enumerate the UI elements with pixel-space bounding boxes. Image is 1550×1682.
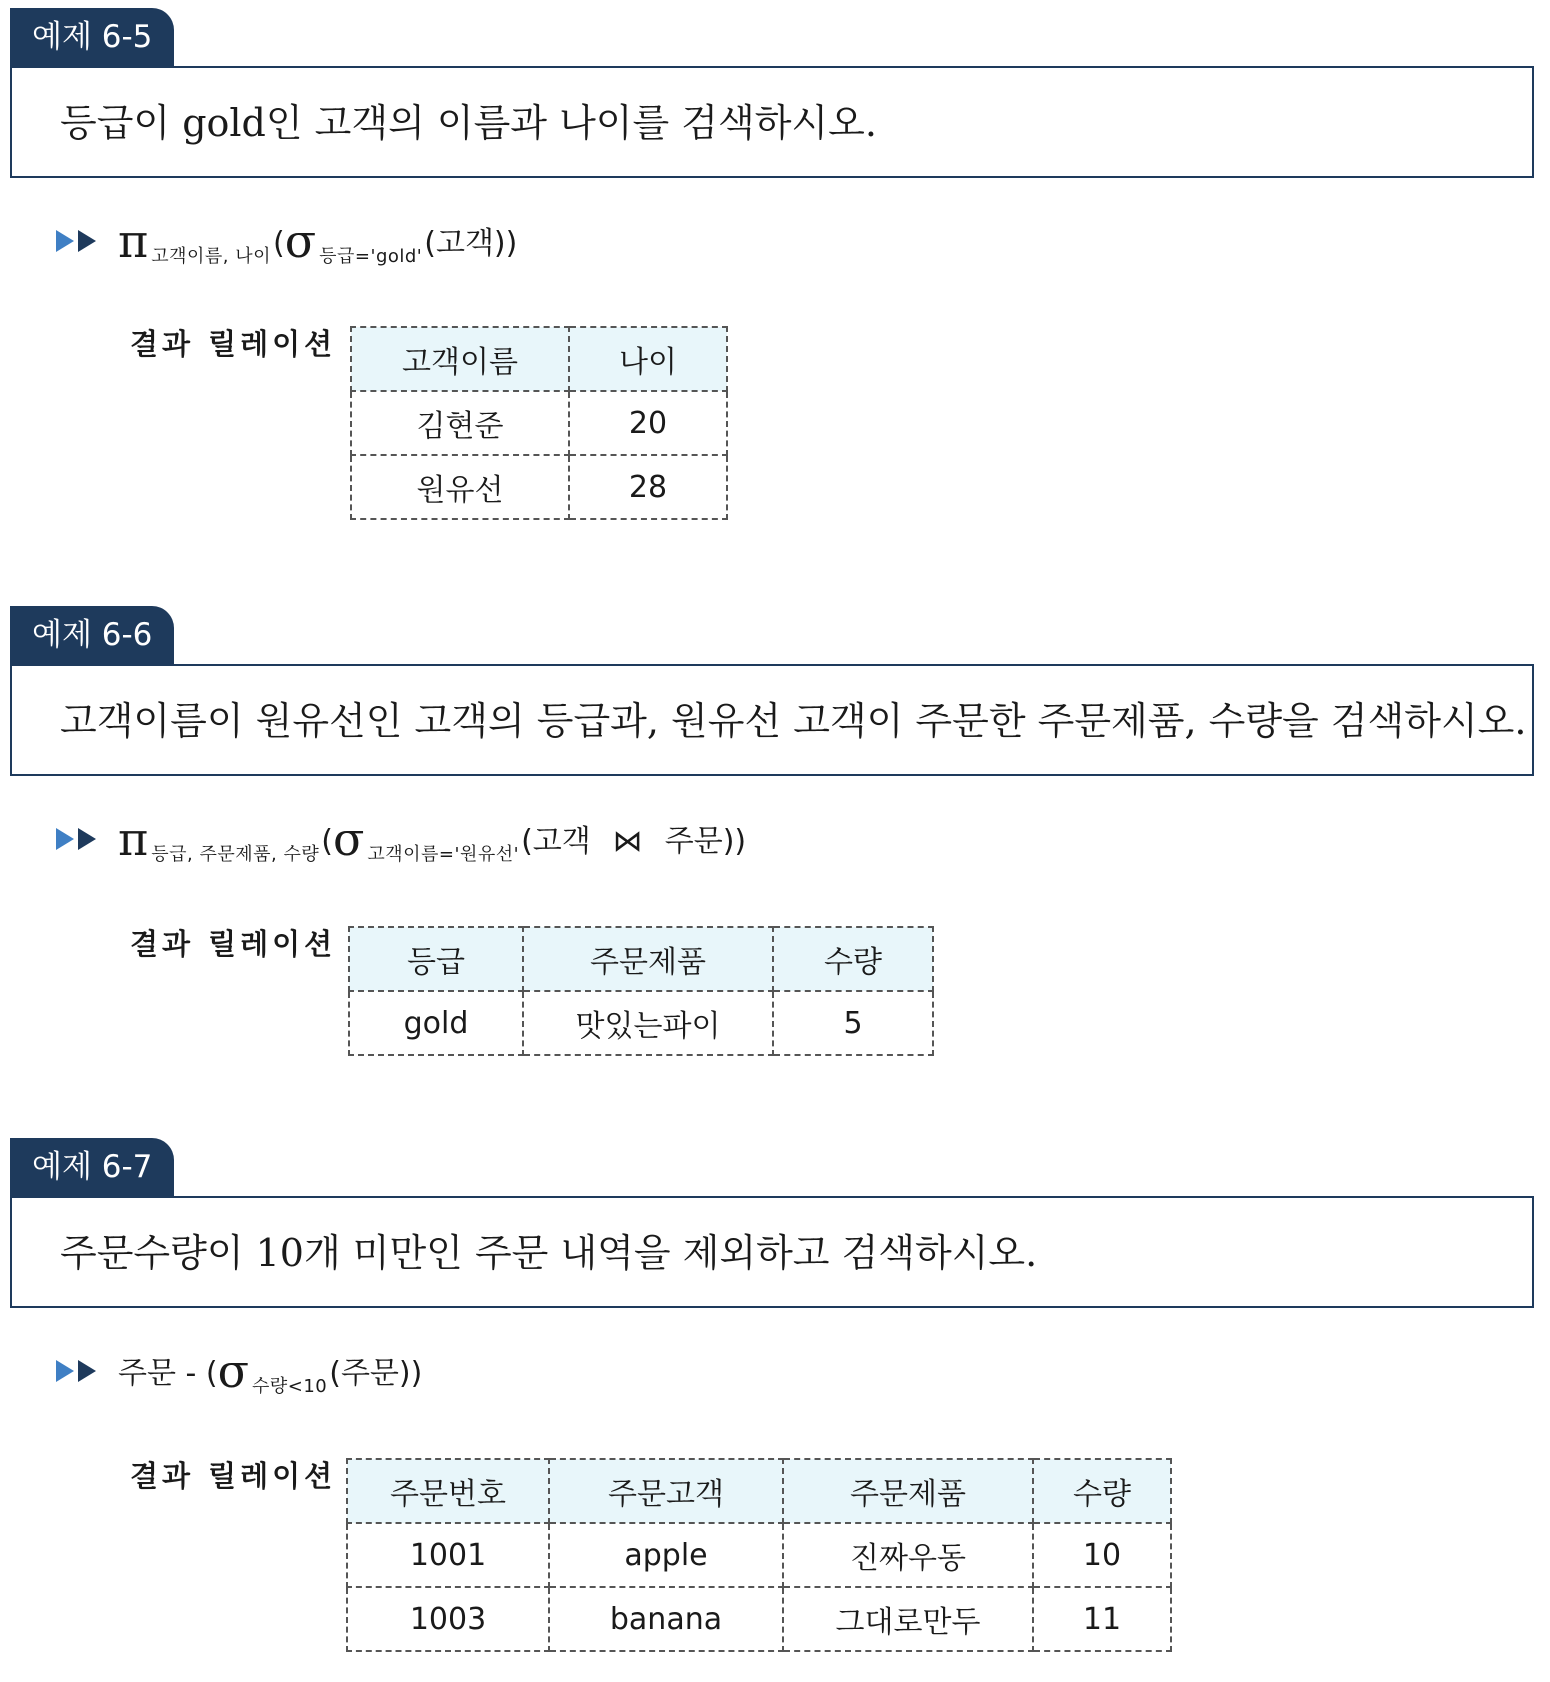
table-cell: apple <box>549 1523 783 1587</box>
open-paren: ( <box>321 824 333 859</box>
table-header-row <box>349 927 933 991</box>
column-header: 나이 <box>569 327 727 391</box>
relation-operand: (고객)) <box>424 226 518 261</box>
result-table <box>348 926 934 1056</box>
relation-operand: (고객 <box>521 824 591 859</box>
column-header: 주문번호 <box>347 1459 549 1523</box>
question-box <box>10 66 1534 178</box>
selection-condition: 수량<10 <box>251 1376 328 1397</box>
selection-condition: 고객이름='원유선' <box>367 844 520 865</box>
relation-operand: 주문 - ( <box>118 1356 218 1391</box>
projection-attributes: 등급, 주문제품, 수량 <box>151 844 320 865</box>
table-cell: 진짜우동 <box>783 1523 1033 1587</box>
column-header: 수량 <box>773 927 933 991</box>
table-cell: 맛있는파이 <box>523 991 773 1055</box>
column-header: 수량 <box>1033 1459 1171 1523</box>
result-table <box>350 326 728 520</box>
result-relation-label: 결과 릴레이션 <box>130 927 337 961</box>
table-row <box>351 391 727 455</box>
relation-operand: (주문)) <box>329 1356 423 1391</box>
table-cell: gold <box>349 991 523 1055</box>
result-relation-label: 결과 릴레이션 <box>130 1459 337 1493</box>
table-header-row <box>347 1459 1171 1523</box>
question-text: 주문수량이 10개 미만인 주문 내역을 제외하고 검색하시오. <box>60 1231 1038 1275</box>
selection-condition: 등급='gold' <box>319 246 423 267</box>
table-cell: 1001 <box>347 1523 549 1587</box>
selection-symbol: σ <box>332 812 365 866</box>
question-text: 고객이름이 원유선인 고객의 등급과, 원유선 고객이 주문한 주문제품, 수량을 검색하시오. <box>60 699 1527 743</box>
question-text: 등급이 gold인 고객의 이름과 나이를 검색하시오. <box>60 101 877 145</box>
table-cell: 28 <box>569 455 727 519</box>
column-header: 주문제품 <box>783 1459 1033 1523</box>
table-cell: 10 <box>1033 1523 1171 1587</box>
example-tag: 예제 6-7 <box>10 1138 174 1196</box>
double-arrow-icon <box>56 828 96 850</box>
table-cell: 1003 <box>347 1587 549 1651</box>
table-cell: 원유선 <box>351 455 569 519</box>
relation-operand: 주문)) <box>664 824 747 859</box>
table-cell: banana <box>549 1587 783 1651</box>
example-tag: 예제 6-6 <box>10 606 174 664</box>
table-cell: 20 <box>569 391 727 455</box>
table-row <box>351 455 727 519</box>
table-header-row <box>351 327 727 391</box>
column-header: 주문제품 <box>523 927 773 991</box>
result-table <box>346 1458 1172 1652</box>
selection-symbol: σ <box>217 1344 249 1398</box>
natural-join-symbol: ⋈ <box>612 824 643 859</box>
relational-expression <box>56 812 747 866</box>
double-arrow-icon <box>56 1360 96 1382</box>
double-arrow-icon <box>56 230 96 252</box>
projection-attributes: 고객이름, 나이 <box>151 246 272 267</box>
table-cell: 5 <box>773 991 933 1055</box>
open-paren: ( <box>273 226 285 261</box>
table-row <box>349 991 933 1055</box>
projection-symbol: π <box>118 812 149 866</box>
projection-symbol: π <box>118 214 149 268</box>
table-cell: 김현준 <box>351 391 569 455</box>
table-row <box>347 1523 1171 1587</box>
table-cell: 그대로만두 <box>783 1587 1033 1651</box>
relational-expression <box>56 214 518 268</box>
question-box <box>10 1196 1534 1308</box>
column-header: 고객이름 <box>351 327 569 391</box>
column-header: 등급 <box>349 927 523 991</box>
table-cell: 11 <box>1033 1587 1171 1651</box>
result-relation-label: 결과 릴레이션 <box>130 327 337 361</box>
selection-symbol: σ <box>284 214 317 268</box>
question-box <box>10 664 1534 776</box>
column-header: 주문고객 <box>549 1459 783 1523</box>
relational-expression <box>56 1344 423 1398</box>
example-tag: 예제 6-5 <box>10 8 174 66</box>
table-row <box>347 1587 1171 1651</box>
